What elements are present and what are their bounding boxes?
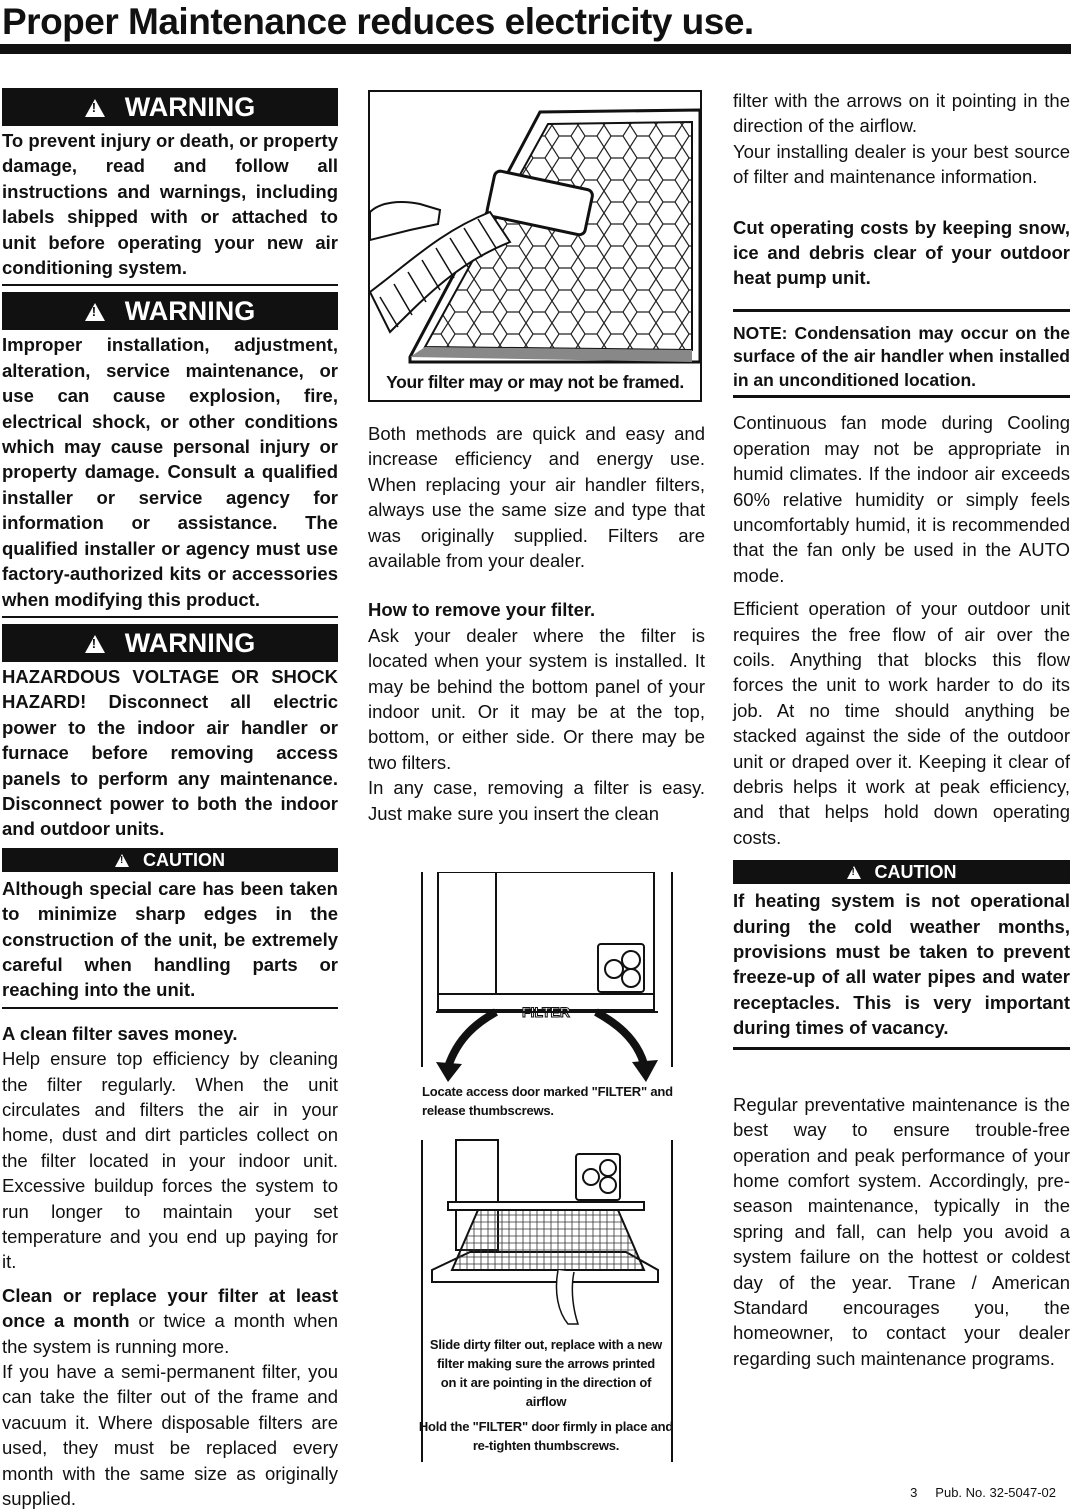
- both-methods-paragraph: Both methods are quick and easy and increase efficiency and energy use. When replacing your air handler filters, always use the same size and type that was originally supplied. Filters are available from your dealer.: [368, 423, 705, 572]
- column-middle: [368, 421, 705, 826]
- warning-banner-1: !WARNING: [2, 88, 338, 126]
- caution-banner-2: !CAUTION: [733, 860, 1070, 884]
- regular-maintenance-paragraph: Regular preventative maintenance is the best way to ensure trouble-free operation and peak performance of your home comfort system. Accordingly, pre-season maintenance, typically in the spring and fall, can help you avoid a system failure on the hottest or coldest day of the year. Trane / American Standard encourages you, the homeowner, to contact your dealer regarding such maintenance programs.: [733, 1093, 1070, 1369]
- pub-number: Pub. No. 32-5047-02: [935, 1485, 1056, 1500]
- warning-triangle-icon: [847, 866, 861, 879]
- continued-paragraph: filter with the arrows on it pointing in the direction of the airflow.: [733, 90, 1070, 137]
- caution-banner: !CAUTION: [2, 848, 338, 872]
- column-right: [733, 88, 1070, 1371]
- efficient-paragraph: Efficient operation of your outdoor unit requires the free flow of air over the coils. Anything that blocks this flow forces the unit to work harder to do its job. At no time should anything be stacked against the side of the outdoor unit or draped over it. Keeping it clear of debris helps it work at peak efficiency, and that helps hold down operating costs.: [733, 598, 1070, 848]
- filter-heading: A clean filter saves money.: [2, 1022, 238, 1044]
- warning-triangle-icon: [85, 99, 105, 117]
- warning-2-text: Improper installation, adjustment, alteration, service maintenance, or use can cause explosion, fire, electrical shock, or other conditions which may cause personal injury or property damage. Consult a qualified installer or service agency for information or assistance. The qualified installer or agency must use factory-authorized kits or accessories when modifying this product.: [2, 332, 338, 617]
- page-footer: [892, 1483, 1056, 1503]
- filter-door-label: FILTER: [522, 1004, 570, 1020]
- remove-filter-heading: How to remove your filter.: [368, 599, 596, 621]
- fan-mode-paragraph: Continuous fan mode during Cooling operation may not be appropriate in humid climates. If the indoor air exceeds 60% relative humidity or simply feels uncomfortably humid, it is recommended that the fan only be used in the AUTO mode.: [733, 412, 1070, 586]
- page-title: Proper Maintenance reduces electricity use.: [2, 1, 754, 42]
- dealer-paragraph: Your installing dealer is your best source of filter and maintenance information.: [733, 140, 1070, 188]
- figure-2-caption-3: Hold the "FILTER" door firmly in place and re-tighten thumbscrews.: [418, 1419, 674, 1453]
- title-rule: [0, 44, 1071, 54]
- figure-1-caption: Your filter may or may not be framed.: [386, 372, 684, 392]
- caution-text: Although special care has been taken to minimize sharp edges in the construction of the unit, be extremely careful when handling parts or reaching into the unit.: [2, 876, 338, 1009]
- warning-1-text: To prevent injury or death, or property damage, read and follow all instructions and warnings, including labels shipped with or attached to unit before operating your new air conditioning system.: [2, 128, 338, 286]
- warning-triangle-icon: [115, 854, 129, 867]
- warning-triangle-icon: [85, 303, 105, 321]
- warning-triangle-icon: [85, 635, 105, 653]
- filter-paragraph: Help ensure top efficiency by cleaning the filter regularly. When the unit circulates and filters the air in your home, dust and dirt particles collect on the filter located in your indoor unit. Excessive buildup forces the system to run longer to maintain your set temperature and you end up paying for it.: [2, 1048, 338, 1273]
- semi-permanent-paragraph: If you have a semi-permanent filter, you can take the filter out of the frame and vacuum it. Where disposable filters are used, they must be replaced every month with the same size as originally supplied.: [2, 1361, 338, 1510]
- caution-2-text: If heating system is not operational during the cold weather months, provisions must be taken to prevent freeze-up of all water pipes and water receptacles. This is very important during times of vacancy.: [733, 888, 1070, 1049]
- figure-2-caption-1: Locate access door marked "FILTER" and release thumbscrews.: [422, 1084, 673, 1118]
- warning-3-text: HAZARDOUS VOLTAGE OR SHOCK HAZARD! Disconnect all electric power to the indoor air handler or furnace before removing access panels to perform any maintenance. Disconnect power to both the indoor and outdoor units.: [2, 665, 338, 840]
- column-left: [2, 88, 338, 1512]
- filter-replacement-figure: [418, 872, 674, 1462]
- any-case-paragraph: In any case, removing a filter is easy. Just make sure you insert the clean: [368, 777, 705, 824]
- clean-paragraph: Clean or replace your filter at least once a month or twice a month when the system is running more.: [2, 1284, 338, 1357]
- vacuum-filter-illustration: [370, 92, 700, 400]
- warning-banner-2: !WARNING: [2, 292, 338, 330]
- cut-costs-paragraph: Cut operating costs by keeping snow, ice and debris clear of your outdoor heat pump unit.: [733, 215, 1070, 312]
- vacuum-filter-figure: [368, 90, 702, 402]
- warning-banner-3: !WARNING: [2, 624, 338, 662]
- page-number: 3: [910, 1485, 918, 1500]
- note-paragraph: NOTE: Condensation may occur on the surface of the air handler when installed in an unconditioned location.: [733, 322, 1070, 399]
- remove-filter-paragraph: Ask your dealer where the filter is located when your system is installed. It may be behind the bottom panel of your indoor unit. Or it may be at the top, bottom, or either side. Or there may be two filters.: [368, 624, 705, 773]
- figure-2-caption-2: Slide dirty filter out, replace with a new filter making sure the arrows printed on it are pointing in the direction of airflow: [429, 1337, 663, 1409]
